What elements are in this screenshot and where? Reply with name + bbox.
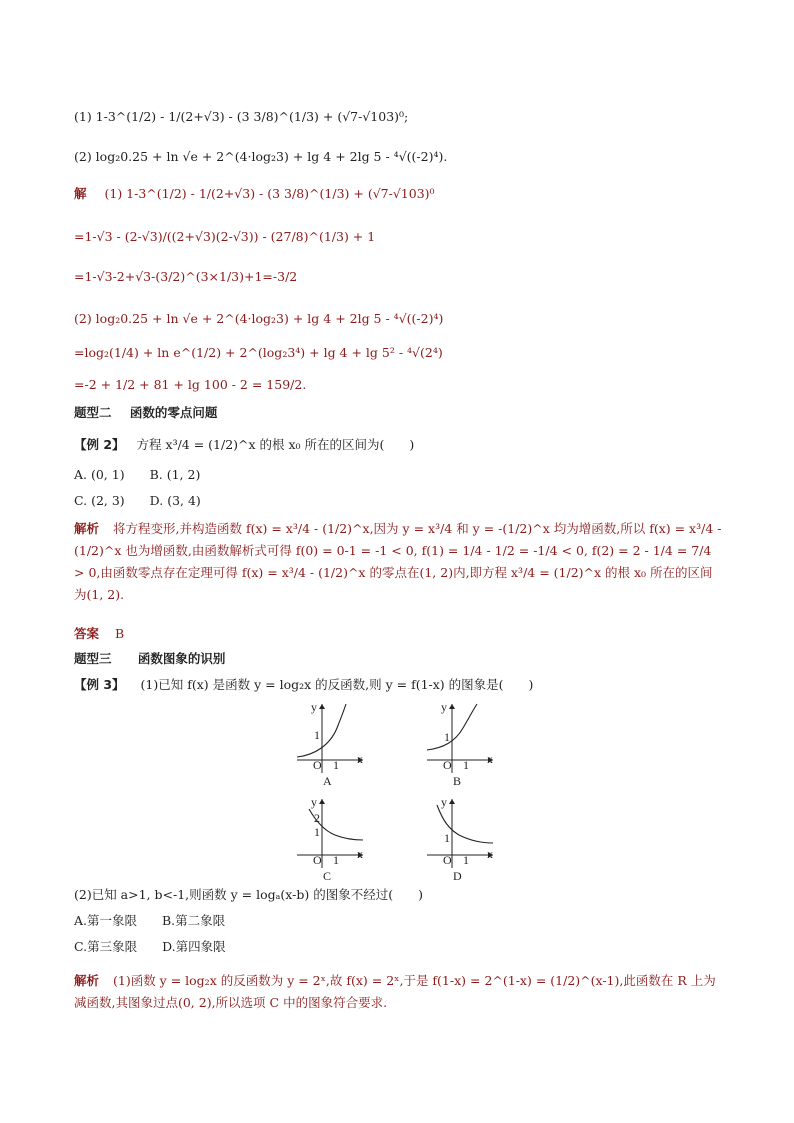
example-3-q2-options-ab: A.第一象限 B.第二象限 [74,913,226,928]
analysis-3-label: 解析 [74,973,100,988]
analysis-label: 解析 [74,521,100,536]
solution-line-5: =log₂(1/4) + ln e^(1/2) + 2^(log₂3⁴) + lg 4 + lg 5² - ⁴√(2⁴) [74,345,443,360]
solution-line-6: =-2 + 1/2 + 81 + lg 100 - 2 = 159/2. [74,377,307,392]
type3-heading-label: 题型三 [74,651,112,666]
example-2-answer [74,625,124,643]
example-2-options-cd: C. (2, 3) D. (3, 4) [74,493,201,508]
graph-c-origin: O [313,853,322,867]
example-3-label: 【例 3】 [74,677,125,692]
graph-a-y-label: y [311,700,317,714]
example-3-question: (1)已知 f(x) 是函数 y = log₂x 的反函数,则 y = f(1-x) 的图象是( ) [140,677,534,692]
solution-label: 解 [74,186,87,201]
graph-b [425,700,495,790]
graph-a-y-tick: 1 [314,728,320,742]
answer-label: 答案 [74,626,100,641]
graph-a-x-label: x [357,752,363,766]
graph-d-y-label: y [441,795,447,809]
graph-b-origin: O [443,758,452,772]
type2-heading [74,404,217,422]
graph-b-x-label: x [487,752,493,766]
example-2-options-ab: A. (0, 1) B. (1, 2) [74,467,201,482]
analysis-3-text: (1)函数 y = log₂x 的反函数为 y = 2ˣ,故 f(x) = 2ˣ,于是 f(1-x) = 2^(1-x) = (1/2)^(x-1),此函数在 R 上为减函数,其图象过点(0, 2),所以选项 C 中的图象符合要求. [74,973,716,1010]
example-3 [74,676,533,694]
graph-d-x-tick: 1 [463,853,469,867]
graph-c-x-label: x [357,847,363,861]
type2-heading-label: 题型二 [74,405,112,420]
graph-d-y-tick: 1 [444,831,450,845]
graph-a-origin: O [313,758,322,772]
graph-d-caption: D [453,869,462,883]
graph-b-x-tick: 1 [463,758,469,772]
graph-d-origin: O [443,853,452,867]
graph-a-x-tick: 1 [333,758,339,772]
graph-a-caption: A [323,774,332,788]
graph-c-y-tick-2: 2 [314,811,320,825]
type3-heading [74,650,225,668]
analysis-text: 将方程变形,并构造函数 f(x) = x³/4 - (1/2)^x,因为 y = x³/4 和 y = -(1/2)^x 均为增函数,所以 f(x) = x³/4 - (1/2)^x 也为增函数,由函数解析式可得 f(0) = 0-1 = -1 < 0, f(1) = 1/4 - 1/2 = -1/4 < 0, f(2) = 2 - 1/4 = 7/4 > 0,由函数零点存在定理可得 f(x) = x³/4 - (1/2)^x 的零点在(1, 2)内,即方程 x³/4 = (1/2)^x 的根 x₀ 所在的区间为(1, 2). [74,521,722,602]
graph-a [295,700,365,790]
graph-d-x-label: x [487,847,493,861]
solution-expr: (1) 1-3^(1/2) - 1/(2+√3) - (3 3/8)^(1/3) + (√7-√103)⁰ [104,186,435,201]
exercise-1: (1) 1-3^(1/2) - 1/(2+√3) - (3 3/8)^(1/3) + (√7-√103)⁰; [74,109,409,124]
example-2-analysis [74,518,724,606]
graph-b-caption: B [453,774,462,788]
graph-b-y-tick: 1 [444,730,450,744]
solution-line-3: =1-√3-2+√3-(3/2)^(3×1/3)+1=-3/2 [74,269,298,284]
graph-c-y-tick-1: 1 [314,825,320,839]
solution-line-2: =1-√3 - (2-√3)/((2+√3)(2-√3)) - (27/8)^(1/3) + 1 [74,229,376,244]
example-2 [74,436,414,454]
example-2-question: 方程 x³/4 = (1/2)^x 的根 x₀ 所在的区间为( ) [136,437,415,452]
graph-c-y-label: y [311,795,317,809]
graph-b-y-label: y [441,700,447,714]
example-3-analysis [74,970,724,1014]
graph-c-x-tick: 1 [333,853,339,867]
solution-line-4: (2) log₂0.25 + ln √e + 2^(4·log₂3) + lg 4 + 2lg 5 - ⁴√((-2)⁴) [74,311,444,326]
type2-heading-title: 函数的零点问题 [129,405,218,420]
graph-c [295,795,365,885]
example-3-q2-options-cd: C.第三象限 D.第四象限 [74,939,226,954]
solution-line-1 [74,185,435,203]
type3-heading-title: 函数图象的识别 [137,651,226,666]
graph-d [425,795,495,885]
graph-c-caption: C [323,869,332,883]
example-2-label: 【例 2】 [74,437,125,452]
answer-value: B [115,626,125,641]
exercise-2: (2) log₂0.25 + ln √e + 2^(4·log₂3) + lg 4 + 2lg 5 - ⁴√((-2)⁴). [74,149,448,164]
example-3-q2: (2)已知 a>1, b<-1,则函数 y = logₐ(x-b) 的图象不经过( ) [74,887,423,902]
